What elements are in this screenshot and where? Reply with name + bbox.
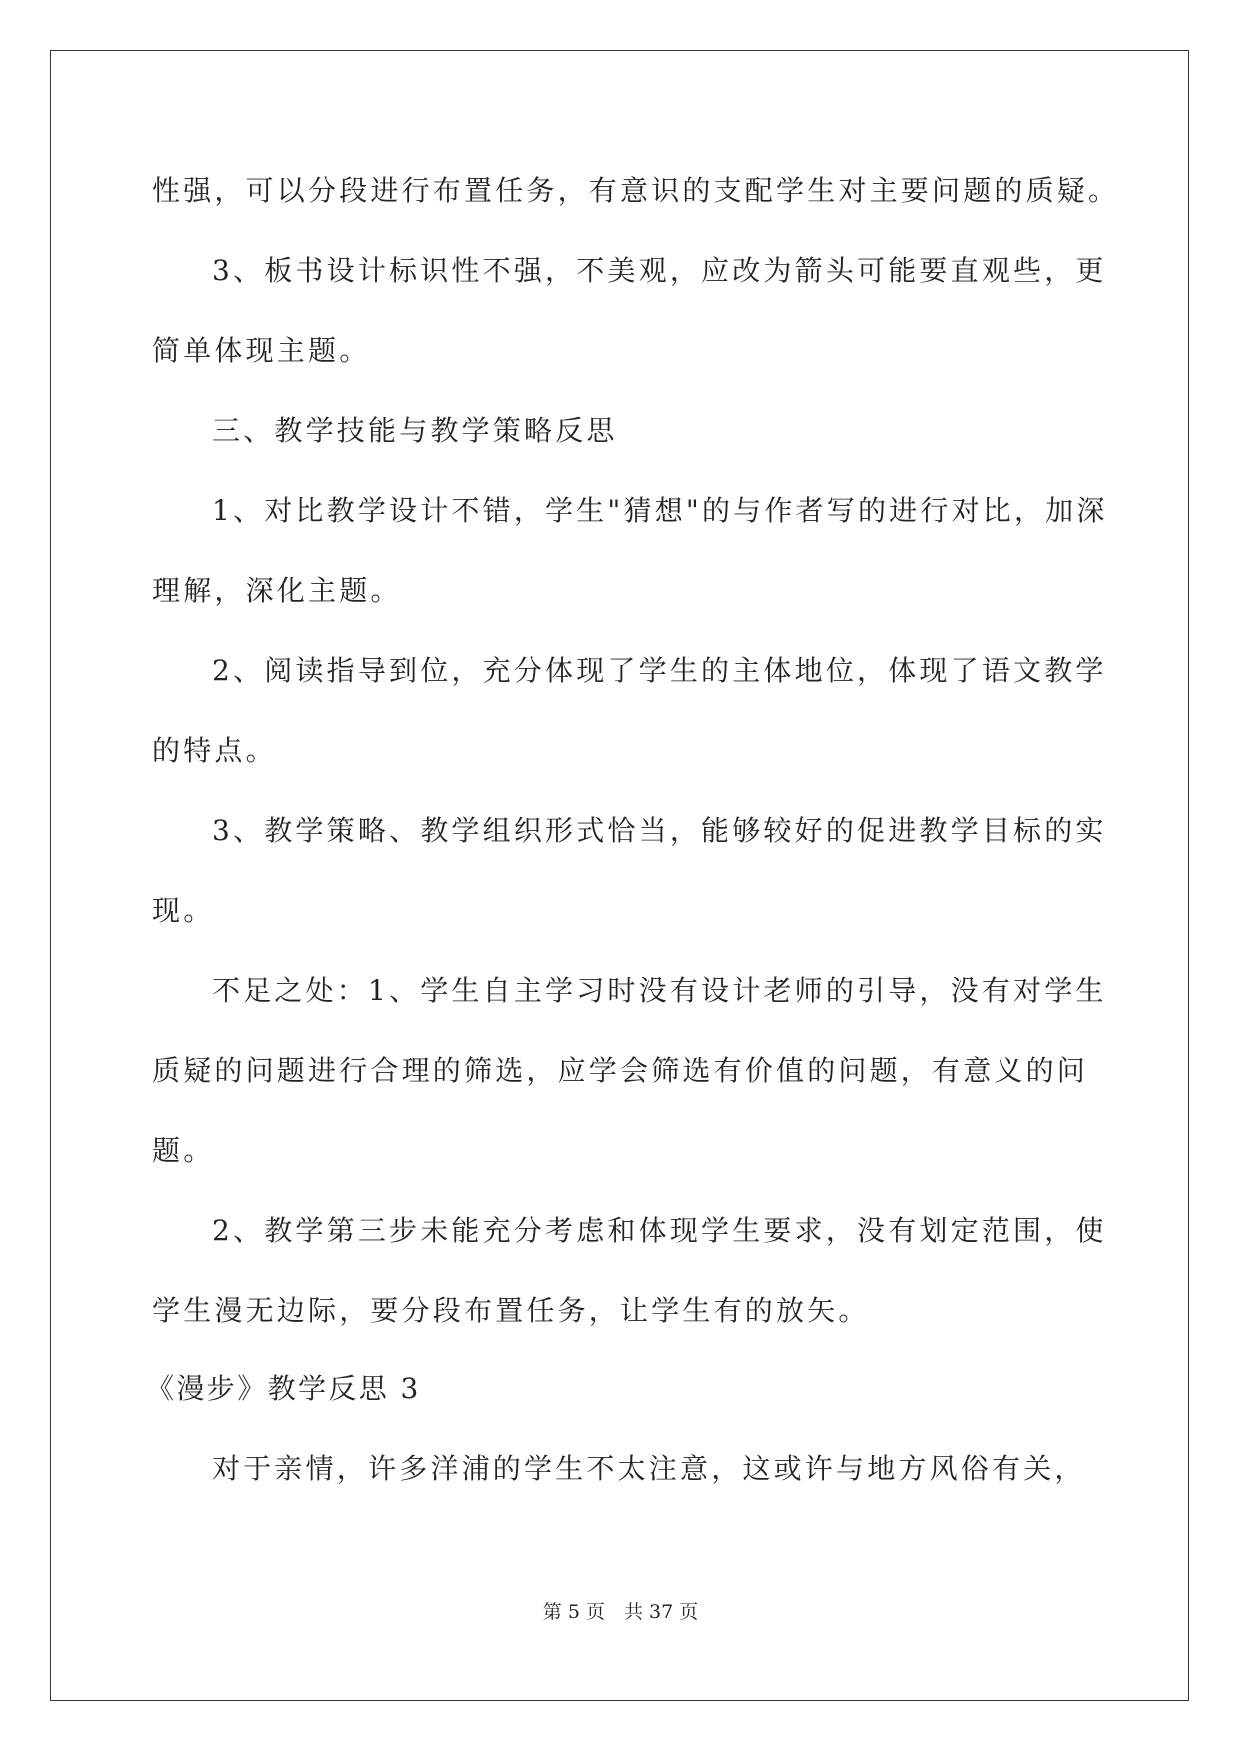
paragraph-line: 现。	[152, 894, 215, 927]
page-number-footer: 第 5 页 共 37 页	[542, 1601, 699, 1623]
paragraph-line: 性强，可以分段进行布置任务，有意识的支配学生对主要问题的质疑。	[152, 174, 1120, 207]
paragraph-line: 理解，深化主题。	[152, 574, 402, 607]
paragraph-line: 不足之处：1、学生自主学习时没有设计老师的引导，没有对学生	[212, 974, 1107, 1007]
paragraph-line: 3、板书设计标识性不强，不美观，应改为箭头可能要直观些，更	[212, 254, 1107, 287]
article-title: 《漫步》教学反思 3	[146, 1372, 421, 1405]
section-heading: 三、教学技能与教学策略反思	[212, 414, 618, 447]
paragraph-line: 学生漫无边际，要分段布置任务，让学生有的放矢。	[152, 1294, 870, 1327]
paragraph-line: 的特点。	[152, 734, 277, 767]
paragraph-line: 1、对比教学设计不错，学生"猜想"的与作者写的进行对比，加深	[212, 494, 1108, 527]
paragraph-line: 对于亲情，许多洋浦的学生不太注意，这或许与地方风俗有关，	[212, 1452, 1086, 1485]
paragraph-line: 3、教学策略、教学组织形式恰当，能够较好的促进教学目标的实	[212, 814, 1107, 847]
paragraph-line: 简单体现主题。	[152, 334, 371, 367]
paragraph-line: 2、阅读指导到位，充分体现了学生的主体地位，体现了语文教学	[212, 654, 1107, 687]
paragraph-line: 2、教学第三步未能充分考虑和体现学生要求，没有划定范围，使	[212, 1214, 1107, 1247]
paragraph-line: 质疑的问题进行合理的筛选，应学会筛选有价值的问题，有意义的问	[152, 1054, 1089, 1087]
paragraph-line: 题。	[152, 1134, 215, 1167]
